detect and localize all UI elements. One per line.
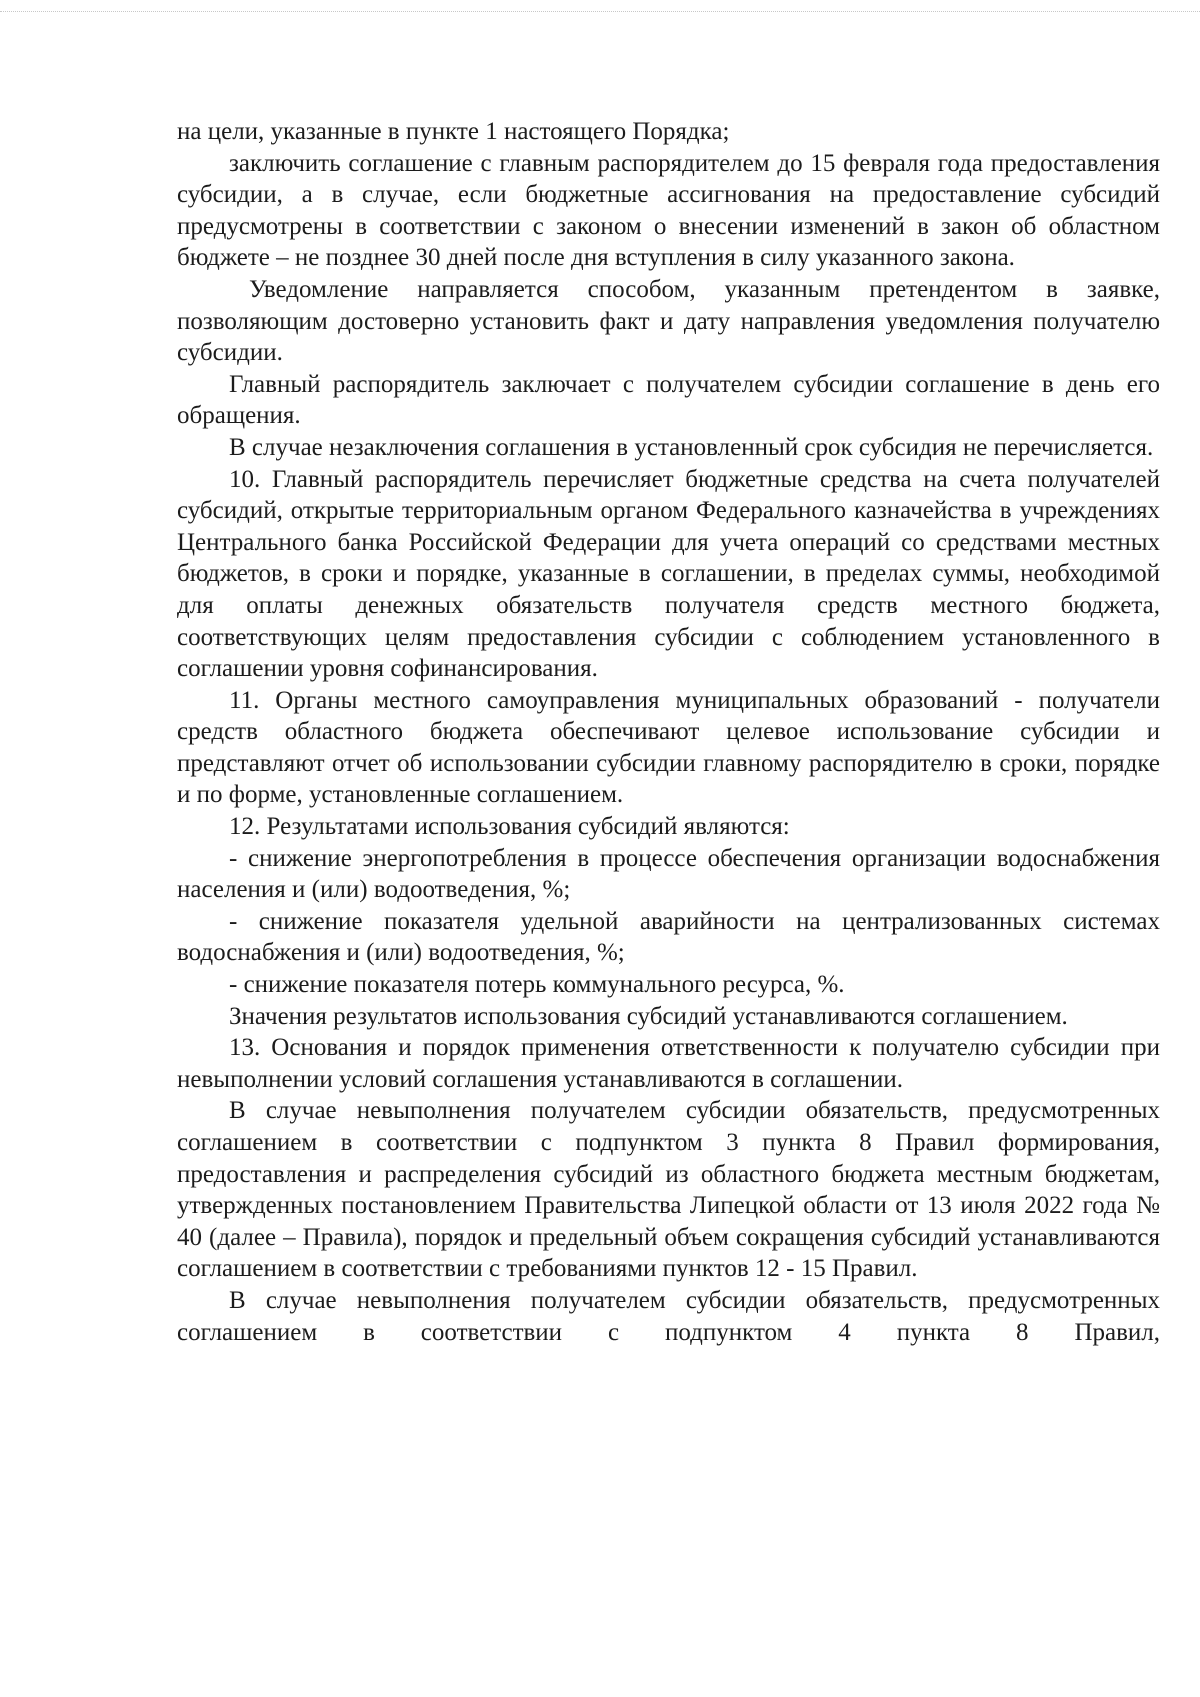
- paragraph-item-12: 12. Результатами использования субсидий являются:: [229, 813, 790, 841]
- paragraph-item-11: 11. Органы местного самоуправления муниципальных образований - получатели средств областного бюджета обеспечивают целевое использование субсидии и представляют отчет об использовании субсидии главному распорядителю в сроки, порядке и по форме, установленные соглашением.: [177, 686, 1160, 809]
- list-item-energy: - снижение энергопотребления в процессе обеспечения организации водоснабжения населения и (или) водоотведения, %;: [177, 844, 1160, 904]
- paragraph-item-10: 10. Главный распорядитель перечисляет бюджетные средства на счета получателей субсидий, открытые территориальным органом Федерального казначейства в учреждениях Центрального банка Российской Федерации для учета операций со средствами местных бюджетов, в сроки и порядке, указанные в соглашении, в пределах суммы, необходимой для оплаты денежных обязательств получателя средств местного бюджета, соответствующих целям предоставления субсидии с соблюдением установленного в соглашении уровня софинансирования.: [177, 465, 1160, 683]
- paragraph-notification: Уведомление направляется способом, указанным претендентом в заявке, позволяющим достоверно установить факт и дату направления уведомления получателю субсидии.: [177, 275, 1160, 367]
- paragraph-result-values: Значения результатов использования субсидий устанавливаются соглашением.: [229, 1002, 1068, 1030]
- paragraph-subparagraph-3: В случае невыполнения получателем субсидии обязательств, предусмотренных соглашением в соответствии с подпунктом 3 пункта 8 Правил формирования, предоставления и распределения субсидий из областного бюджета местным бюджетам, утвержденных постановлением Правительства Липецкой области от 13 июля 2022 года № 40 (далее – Правила), порядок и предельный объем сокращения субсидий устанавливаются соглашением в соответствии с требованиями пунктов 12 - 15 Правил.: [177, 1097, 1160, 1283]
- paragraph-item-13: 13. Основания и порядок применения ответственности к получателю субсидии при невыполнении условий соглашения устанавливаются в соглашении.: [177, 1034, 1160, 1093]
- list-item-accidents: - снижение показателя удельной аварийности на централизованных системах водоснабжения и (или) водоотведения, %;: [177, 907, 1160, 967]
- document-body: [177, 116, 1160, 1348]
- paragraph-conclude-agreement: заключить соглашение с главным распорядителем до 15 февраля года предоставления субсидии, а в случае, если бюджетные ассигнования на предоставление субсидий предусмотрены в соответствии с законом о внесении изменений в закон об областном бюджете – не позднее 30 дней после дня вступления в силу указанного закона.: [177, 149, 1160, 272]
- paragraph-subparagraph-4: В случае невыполнения получателем субсидии обязательств, предусмотренных соглашением в соответствии с подпунктом 4 пункта 8 Правил,: [177, 1286, 1160, 1346]
- paragraph-non-conclusion: В случае незаключения соглашения в установленный срок субсидия не перечисляется.: [229, 433, 1154, 461]
- paragraph-goals: на цели, указанные в пункте 1 настоящего Порядка;: [177, 118, 730, 145]
- list-item-losses: - снижение показателя потерь коммунального ресурса, %.: [229, 971, 845, 999]
- scan-top-edge: [0, 11, 1200, 12]
- paragraph-main-administrator: Главный распорядитель заключает с получателем субсидии соглашение в день его обращения.: [177, 370, 1160, 430]
